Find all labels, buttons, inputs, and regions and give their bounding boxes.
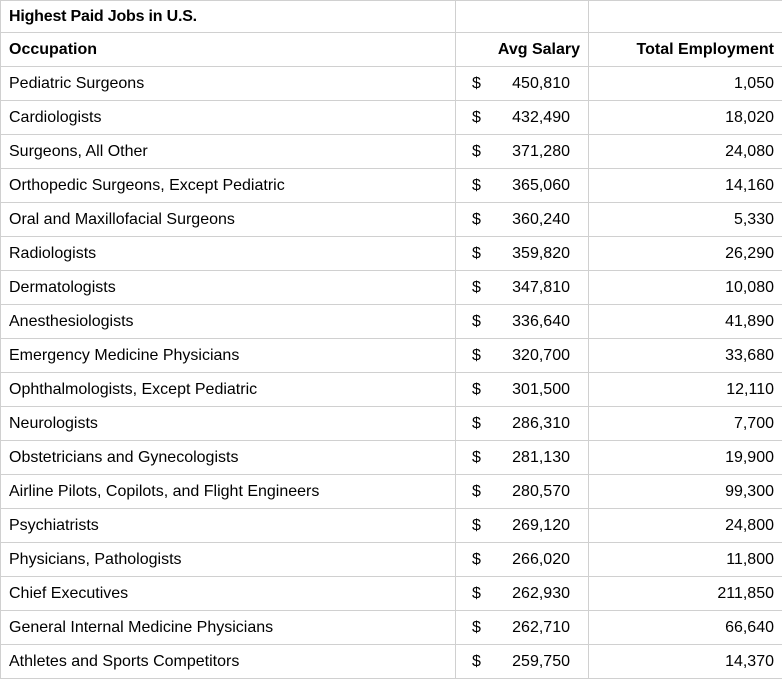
cell-avg-salary	[456, 645, 589, 679]
table-row	[1, 509, 782, 543]
currency-symbol: $	[472, 373, 481, 406]
salary-value: 286,310	[512, 407, 570, 440]
cell-occupation: Dermatologists	[1, 271, 456, 305]
currency-symbol: $	[472, 305, 481, 338]
cell-avg-salary	[456, 441, 589, 475]
cell-avg-salary	[456, 135, 589, 169]
cell-total-employment: 211,850	[589, 577, 782, 611]
cell-avg-salary	[456, 169, 589, 203]
currency-symbol: $	[472, 645, 481, 678]
cell-occupation: Neurologists	[1, 407, 456, 441]
salary-value: 450,810	[512, 67, 570, 100]
cell-total-employment: 99,300	[589, 475, 782, 509]
cell-total-employment: 66,640	[589, 611, 782, 645]
cell-avg-salary	[456, 407, 589, 441]
table-row	[1, 135, 782, 169]
salary-value: 281,130	[512, 441, 570, 474]
table-row	[1, 407, 782, 441]
currency-symbol: $	[472, 509, 481, 542]
cell-occupation: General Internal Medicine Physicians	[1, 611, 456, 645]
table-row	[1, 339, 782, 373]
cell-avg-salary	[456, 339, 589, 373]
currency-symbol: $	[472, 339, 481, 372]
salary-value: 359,820	[512, 237, 570, 270]
currency-symbol: $	[472, 169, 481, 202]
currency-symbol: $	[472, 271, 481, 304]
column-header-total-employment: Total Employment	[589, 33, 782, 67]
currency-symbol: $	[472, 577, 481, 610]
cell-avg-salary	[456, 101, 589, 135]
cell-total-employment: 5,330	[589, 203, 782, 237]
currency-symbol: $	[472, 135, 481, 168]
table-row	[1, 441, 782, 475]
currency-symbol: $	[472, 237, 481, 270]
cell-avg-salary	[456, 543, 589, 577]
salary-value: 280,570	[512, 475, 570, 508]
cell-occupation: Surgeons, All Other	[1, 135, 456, 169]
table-row	[1, 475, 782, 509]
cell-total-employment: 10,080	[589, 271, 782, 305]
salary-value: 365,060	[512, 169, 570, 202]
salary-value: 360,240	[512, 203, 570, 236]
currency-symbol: $	[472, 203, 481, 236]
table-row	[1, 101, 782, 135]
currency-symbol: $	[472, 407, 481, 440]
cell-occupation: Emergency Medicine Physicians	[1, 339, 456, 373]
cell-avg-salary	[456, 373, 589, 407]
cell-avg-salary	[456, 271, 589, 305]
table-row	[1, 611, 782, 645]
cell-total-employment: 24,080	[589, 135, 782, 169]
cell-avg-salary	[456, 203, 589, 237]
cell-occupation: Ophthalmologists, Except Pediatric	[1, 373, 456, 407]
cell-total-employment: 12,110	[589, 373, 782, 407]
cell-total-employment: 1,050	[589, 67, 782, 101]
cell-total-employment: 19,900	[589, 441, 782, 475]
salary-value: 301,500	[512, 373, 570, 406]
cell-occupation: Cardiologists	[1, 101, 456, 135]
salary-value: 320,700	[512, 339, 570, 372]
salary-value: 262,710	[512, 611, 570, 644]
cell-occupation: Airline Pilots, Copilots, and Flight Engineers	[1, 475, 456, 509]
cell-total-employment: 11,800	[589, 543, 782, 577]
table-body	[1, 1, 782, 679]
table-row	[1, 373, 782, 407]
table-row	[1, 305, 782, 339]
cell-total-employment: 33,680	[589, 339, 782, 373]
cell-avg-salary	[456, 237, 589, 271]
table-row	[1, 237, 782, 271]
cell-occupation: Oral and Maxillofacial Surgeons	[1, 203, 456, 237]
cell-occupation: Anesthesiologists	[1, 305, 456, 339]
currency-symbol: $	[472, 475, 481, 508]
cell-occupation: Athletes and Sports Competitors	[1, 645, 456, 679]
table-row	[1, 203, 782, 237]
cell-avg-salary	[456, 475, 589, 509]
currency-symbol: $	[472, 441, 481, 474]
salary-value: 432,490	[512, 101, 570, 134]
cell-avg-salary	[456, 67, 589, 101]
cell-total-employment: 7,700	[589, 407, 782, 441]
page-title: Highest Paid Jobs in U.S.	[1, 1, 456, 33]
cell-total-employment: 14,160	[589, 169, 782, 203]
cell-total-employment: 41,890	[589, 305, 782, 339]
cell-total-employment: 24,800	[589, 509, 782, 543]
title-blank-cell-2	[589, 1, 782, 33]
column-header-occupation: Occupation	[1, 33, 456, 67]
currency-symbol: $	[472, 67, 481, 100]
cell-total-employment: 26,290	[589, 237, 782, 271]
currency-symbol: $	[472, 101, 481, 134]
cell-avg-salary	[456, 509, 589, 543]
salary-value: 269,120	[512, 509, 570, 542]
table-row	[1, 577, 782, 611]
salary-value: 262,930	[512, 577, 570, 610]
salary-value: 347,810	[512, 271, 570, 304]
currency-symbol: $	[472, 543, 481, 576]
cell-avg-salary	[456, 611, 589, 645]
cell-occupation: Physicians, Pathologists	[1, 543, 456, 577]
salary-value: 371,280	[512, 135, 570, 168]
cell-occupation: Pediatric Surgeons	[1, 67, 456, 101]
column-header-avg-salary: Avg Salary	[456, 33, 589, 67]
cell-occupation: Obstetricians and Gynecologists	[1, 441, 456, 475]
table-row	[1, 645, 782, 679]
title-row	[1, 1, 782, 33]
table-header-row	[1, 33, 782, 67]
cell-avg-salary	[456, 577, 589, 611]
salary-value: 259,750	[512, 645, 570, 678]
cell-occupation: Psychiatrists	[1, 509, 456, 543]
currency-symbol: $	[472, 611, 481, 644]
cell-occupation: Chief Executives	[1, 577, 456, 611]
title-blank-cell-1	[456, 1, 589, 33]
table-row	[1, 271, 782, 305]
cell-avg-salary	[456, 305, 589, 339]
table-row	[1, 543, 782, 577]
table-row	[1, 169, 782, 203]
cell-occupation: Radiologists	[1, 237, 456, 271]
cell-total-employment: 18,020	[589, 101, 782, 135]
salary-value: 266,020	[512, 543, 570, 576]
cell-occupation: Orthopedic Surgeons, Except Pediatric	[1, 169, 456, 203]
cell-total-employment: 14,370	[589, 645, 782, 679]
table-row	[1, 67, 782, 101]
salary-value: 336,640	[512, 305, 570, 338]
